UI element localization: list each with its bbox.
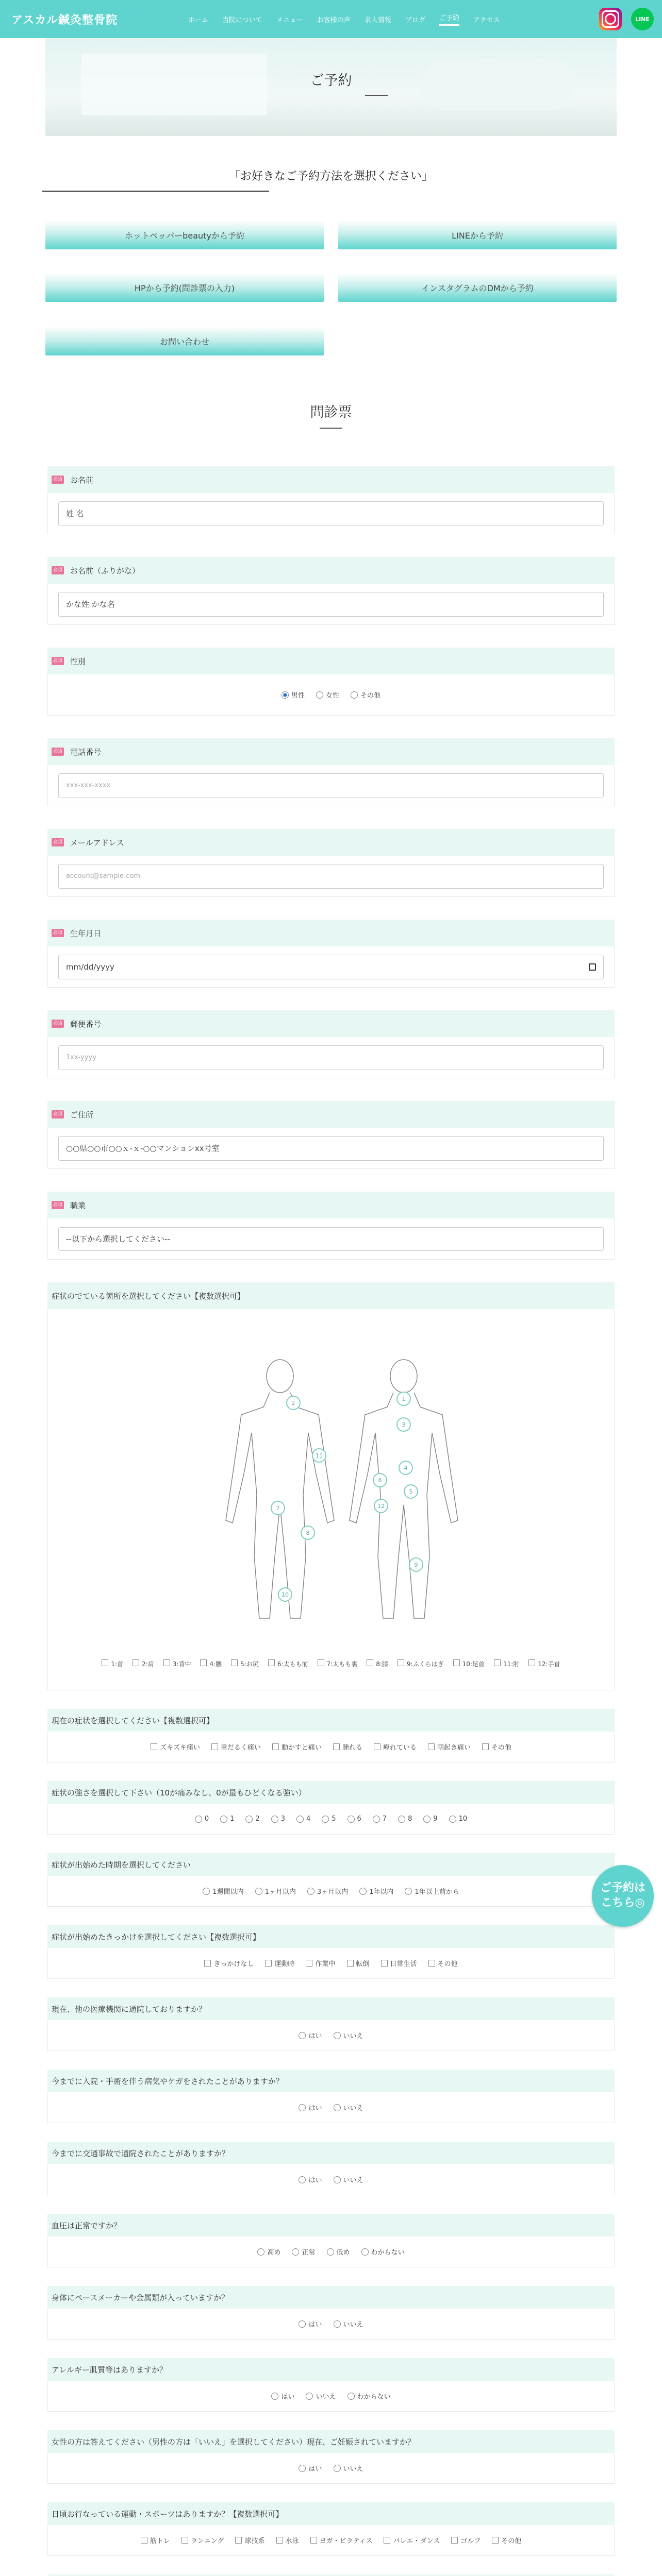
field-label: 症状の強さを選択して下さい（10が痛みなし、0が最もひどくなる強い） [47,1781,615,1804]
body-option[interactable]: 2:肩 [133,1659,154,1668]
required-badge: 必須 [52,748,64,756]
nav-about[interactable]: 当院について [222,16,262,24]
field-label: アレルギー肌質等はありますか？ [47,2358,615,2381]
instagram-reserve-button[interactable]: インスタグラムのDMから予約 [338,273,617,302]
option-item[interactable]: 10 [449,1815,468,1823]
line-reserve-button[interactable]: LINEから予約 [338,221,617,249]
option-item[interactable]: 日常生活 [381,1958,417,1968]
required-badge: 必須 [52,929,64,937]
body-option[interactable]: 6:太もも前 [268,1659,308,1668]
instagram-icon[interactable] [599,8,622,30]
nav-access[interactable]: アクセス [473,16,500,24]
body-point-8[interactable]: 8 [301,1526,315,1540]
body-option[interactable]: 9:ふくらはぎ [398,1659,444,1668]
main-nav [188,0,514,38]
option-item[interactable]: 朝起き痛い [428,1742,471,1752]
body-option[interactable]: 12:手首 [528,1659,560,1668]
contact-button[interactable]: お問い合わせ [45,327,324,355]
option-group [58,2463,604,2473]
birthdate-input[interactable]: mm/dd/yyyy [58,955,604,979]
kana-input[interactable]: かな姓 かな名 [58,592,604,617]
option-item[interactable]: 3 [271,1815,285,1823]
option-item[interactable]: はい [299,2463,322,2473]
option-item[interactable]: いいえ [334,2319,363,2329]
option-item[interactable]: 2 [245,1815,259,1823]
field-label: 必須 性別 [47,648,615,674]
option-item[interactable]: 動かすと痛い [272,1742,322,1752]
option-item[interactable]: きっかけなし [204,1958,254,1968]
body-point-6[interactable]: 6 [373,1473,387,1487]
option-item[interactable]: 4 [296,1815,310,1823]
required-badge: 必須 [52,657,64,665]
option-item[interactable]: 8 [398,1815,412,1823]
title-underline [365,95,388,96]
field-label: 症状が出始めたきっかけを選択してください【複数選択可】 [47,1925,615,1948]
option-item[interactable]: ランニング [181,2535,224,2545]
option-item[interactable]: いいえ [306,2391,336,2401]
name-input[interactable]: 姓 名 [58,501,604,526]
option-group [58,1958,604,1968]
required-badge: 必須 [52,476,64,484]
field-label: 現在、他の医療機関に通院しておりますか？ [47,1997,615,2020]
hp-reserve-button[interactable]: HPから予約(問診票の入力) [45,273,324,302]
body-option[interactable]: 8:膝 [367,1659,388,1668]
option-item[interactable]: はい [299,2175,322,2184]
form-title: 問診票 [310,404,352,420]
body-point-2[interactable]: 2 [286,1396,301,1410]
option-item[interactable]: 1年以内 [359,1886,393,1896]
nav-menu[interactable]: メニュー [276,16,303,24]
field-label: 必須 メールアドレス [47,829,615,856]
option-group [58,2319,604,2329]
option-item[interactable]: いいえ [334,2030,363,2040]
nav-home[interactable]: ホーム [188,16,209,24]
option-item[interactable]: 1ヶ月以内 [255,1886,296,1896]
body-option[interactable]: 10:足首 [453,1659,485,1668]
option-group [58,2103,604,2112]
field-label: 日頃お行なっている運動・スポーツはありますか？【複数選択可】 [47,2502,615,2525]
page-hero [45,38,617,136]
body-point-1[interactable]: 1 [396,1392,411,1406]
option-item[interactable]: バレエ・ダンス [384,2535,440,2545]
option-item[interactable]: 6 [347,1815,361,1823]
body-point-7[interactable]: 7 [271,1501,285,1515]
option-item[interactable]: はい [299,2319,322,2329]
option-item[interactable]: 1年以上前から [405,1886,459,1896]
line-icon[interactable]: LINE [631,8,654,30]
body-option[interactable]: 3:背中 [163,1659,191,1668]
job-select[interactable]: --以下から選択してください-- [58,1227,604,1251]
site-logo[interactable]: アスカル鍼灸整骨院 [11,13,118,27]
gender-other[interactable]: その他 [351,690,380,700]
field-label: 必須 職業 [47,1192,615,1218]
option-item[interactable]: 1週間以内 [203,1886,243,1896]
field-label: 身体にペースメーカーや金属類が入っていますか？ [47,2286,615,2309]
body-point-9[interactable]: 9 [409,1557,423,1572]
option-item[interactable]: わからない [361,2247,405,2257]
option-item[interactable]: 水泳 [276,2535,299,2545]
field-label: 必須 お名前（ふりがな） [47,557,615,584]
nav-reserve[interactable]: ご予約 [439,12,459,26]
page-title: ご予約 [310,73,352,89]
required-badge: 必須 [52,1201,64,1209]
gender-male[interactable]: 男性 [282,690,305,700]
title-underline [320,428,342,429]
field-label: 症状のでている箇所を選択してください【複数選択可】 [47,1282,615,1309]
field-label: 必須 ご住所 [47,1101,615,1128]
field-label: 今までに交通事故で通院されたことがありますか？ [47,2142,615,2164]
divider [42,191,269,192]
address-input[interactable]: ○○県○○市○○ｘ-ｘ-○○マンションxx号室 [58,1136,604,1161]
option-group [58,2030,604,2040]
option-item[interactable]: 痺れている [374,1742,417,1752]
field-label: 現在の症状を選択してください【複数選択可】 [47,1709,615,1732]
body-option[interactable]: 11:肘 [494,1659,519,1668]
option-item[interactable]: 腫れる [333,1742,362,1752]
option-item[interactable]: 3ヶ月以内 [307,1886,348,1896]
field-label: 女性の方は答えてください（男性の方は「いいえ」を選択してください）現在、ご妊娠されていますか？ [47,2430,615,2453]
gender-radio-group [58,690,604,700]
option-item[interactable]: いいえ [334,2463,363,2473]
field-label: 血圧は正常ですか？ [47,2214,615,2236]
option-item[interactable]: いいえ [334,2103,363,2112]
option-item[interactable]: 1 [220,1815,234,1823]
option-item[interactable]: ヨガ・ピラティス [310,2535,373,2545]
required-badge: 必須 [52,1020,64,1028]
floating-reserve-button[interactable]: ご予約は こちら◎ [592,1865,654,1927]
option-item[interactable]: 運動時 [265,1958,294,1968]
site-header [0,0,662,38]
field-label: 今までに入院・手術を伴う病気やケガをされたことがありますか？ [47,2070,615,2092]
option-item[interactable]: その他 [428,1958,458,1968]
calendar-icon[interactable] [589,963,596,971]
option-group [58,1742,604,1752]
body-figure-illustration [203,1350,491,1639]
option-item[interactable]: 重だるく痛い [211,1742,261,1752]
nav-voice[interactable]: お客様の声 [317,16,351,24]
required-badge: 必須 [52,838,64,846]
nav-recruit[interactable]: 求人情報 [364,16,391,24]
body-checkbox-group [48,1659,614,1668]
body-point-4[interactable]: 4 [399,1461,413,1475]
body-point-11[interactable]: 11 [312,1448,326,1463]
option-item[interactable]: 7 [373,1815,387,1823]
body-option[interactable]: 1:首 [102,1659,123,1668]
option-item[interactable]: 転倒 [347,1958,370,1968]
option-item[interactable]: いいえ [334,2175,363,2184]
option-item[interactable]: 球技系 [235,2535,264,2545]
body-point-3[interactable]: 3 [396,1417,411,1432]
option-group [58,2535,604,2545]
option-group [58,1815,604,1823]
option-item[interactable]: ゴルフ [451,2535,481,2545]
option-item[interactable]: 高め [257,2247,280,2257]
body-point-5[interactable]: 5 [404,1484,418,1499]
option-group [58,1886,604,1896]
reserve-question: 「お好きなご予約方法を選択ください」 [228,170,433,183]
nav-blog[interactable]: ブログ [405,16,425,24]
field-label: 必須 お名前 [47,466,615,493]
body-option[interactable]: 7:太もも裏 [318,1659,358,1668]
phone-input[interactable]: xxx-xxx-xxxx [58,773,604,798]
zip-input[interactable]: 1xx-yyyy [58,1045,604,1070]
email-input[interactable]: account@sample.com [58,864,604,889]
option-item[interactable]: 作業中 [306,1958,335,1968]
option-item[interactable]: はい [271,2391,294,2401]
gender-female[interactable]: 女性 [316,690,339,700]
option-item[interactable]: ズキズキ痛い [151,1742,200,1752]
field-label: 必須 生年月日 [47,920,615,946]
body-point-10[interactable]: 10 [278,1587,292,1602]
option-item[interactable]: わからない [347,2391,391,2401]
option-item[interactable]: 筋トレ [141,2535,170,2545]
body-option[interactable]: 5:お尻 [231,1659,259,1668]
option-item[interactable]: 正常 [292,2247,315,2257]
option-item[interactable]: 0 [195,1815,209,1823]
body-option[interactable]: 4:腰 [200,1659,222,1668]
required-badge: 必須 [52,1110,64,1118]
body-point-12[interactable]: 12 [374,1499,388,1513]
option-group [58,2247,604,2257]
field-label: 症状が出始めた時期を選択してください [47,1853,615,1876]
intake-form [47,466,615,2576]
option-item[interactable]: はい [299,2103,322,2112]
option-item[interactable]: その他 [482,1742,511,1752]
option-item[interactable]: その他 [492,2535,521,2545]
field-label: 必須 郵便番号 [47,1010,615,1037]
option-item[interactable]: 9 [423,1815,437,1823]
body-map [47,1309,615,1690]
option-item[interactable]: 低め [327,2247,350,2257]
field-label: 必須 電話番号 [47,738,615,765]
hotpepper-button[interactable]: ホットペッパーbeautyから予約 [45,221,324,249]
option-item[interactable]: はい [299,2030,322,2040]
required-badge: 必須 [52,566,64,574]
option-item[interactable]: 5 [322,1815,336,1823]
option-group [58,2175,604,2184]
option-group [58,2391,604,2401]
